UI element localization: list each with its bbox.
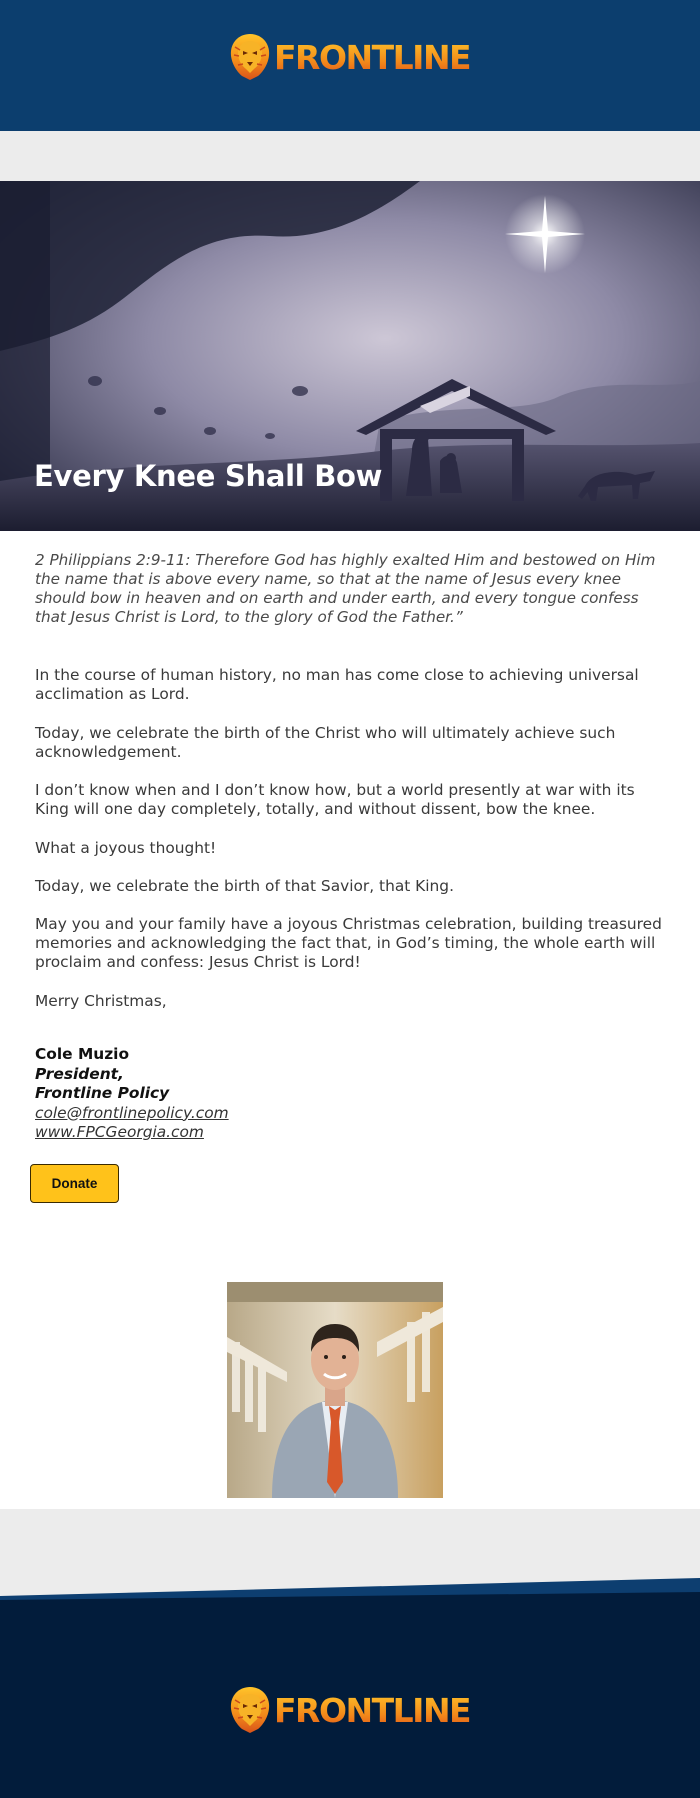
- header-bar: [0, 0, 700, 131]
- lion-logo-icon: [229, 33, 271, 81]
- paragraph: In the course of human history, no man has come close to achieving universal acclimation as Lord.: [35, 666, 639, 703]
- signer-name: Cole Muzio: [35, 1045, 130, 1063]
- hero-title: Every Knee Shall Bow: [34, 459, 383, 493]
- paragraph: What a joyous thought!: [35, 839, 217, 857]
- frontline-logo[interactable]: [229, 33, 470, 81]
- hero-banner: [0, 181, 700, 531]
- footer-bar: [0, 1570, 700, 1798]
- donate-button[interactable]: Donate: [30, 1164, 119, 1203]
- lion-logo-icon: [229, 1686, 271, 1734]
- paragraph: May you and your family have a joyous Christmas celebration, building treasured memories and acknowledging the fact that, in God’s timing, the whole earth will proclaim and confess: Jesus Christ is Lord!: [35, 915, 662, 971]
- spacer-top: [0, 131, 700, 181]
- paragraph: Today, we celebrate the birth of the Christ who will ultimately achieve such acknowledgement.: [35, 724, 616, 761]
- signer-organization: Frontline Policy: [35, 1084, 170, 1102]
- letter-content: [0, 531, 700, 1509]
- brand-wordmark: FRONTLINE: [274, 1690, 471, 1730]
- author-photo: [227, 1282, 443, 1498]
- signature-block: [35, 1045, 229, 1143]
- signer-title: President,: [35, 1064, 124, 1083]
- frontline-logo-footer[interactable]: [229, 1686, 470, 1734]
- closing-line: Merry Christmas,: [35, 992, 167, 1010]
- paragraph: Today, we celebrate the birth of that Savior, that King.: [35, 877, 454, 895]
- brand-wordmark: FRONTLINE: [274, 37, 471, 77]
- paragraph: I don’t know when and I don’t know how, but a world presently at war with its King will one day completely, totally, and without dissent, bow the knee.: [35, 781, 635, 818]
- email-link[interactable]: cole@frontlinepolicy.com: [35, 1103, 229, 1122]
- website-link[interactable]: www.FPCGeorgia.com: [35, 1123, 204, 1141]
- scripture-quote: 2 Philippians 2:9-11: Therefore God has highly exalted Him and bestowed on Him the name that is above every name, so that at the name of Jesus every knee should bow in heaven and on earth and under earth, and every tongue confess that Jesus Christ is Lord, to the glory of God the Father.”: [35, 551, 656, 626]
